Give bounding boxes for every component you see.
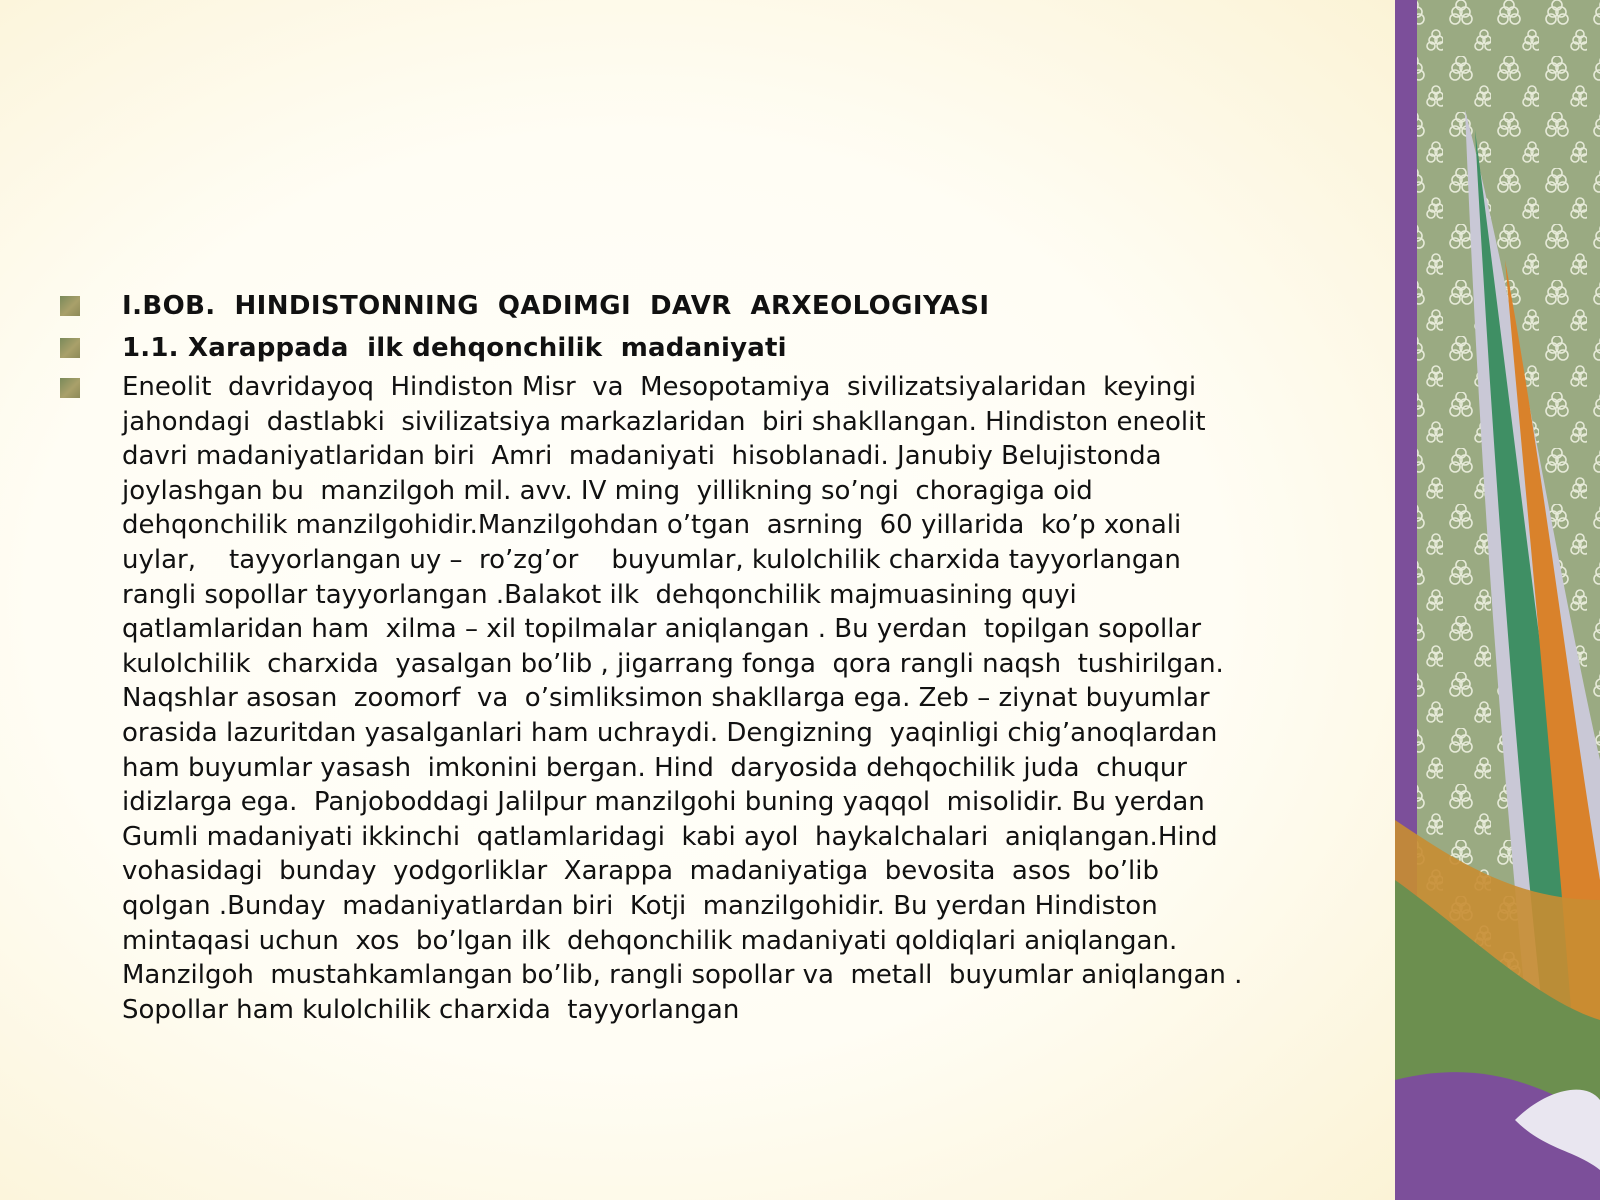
square-bullet-icon (60, 338, 80, 358)
body-line: Manzilgoh mustahkamlangan bo’lib, rangli sopollar va metall buyumlar aniqlangan . (122, 960, 1243, 991)
floral-ribbon-decoration-icon (1395, 0, 1600, 1200)
body-line: joylashgan bu manzilgoh mil. avv. IV ming yillikning so’ngi choragiga oid (122, 475, 1093, 506)
subheading-row (60, 330, 1360, 366)
chapter-heading: I.BOB. HINDISTONNING QADIMGI DAVR ARXEOLOGIYASI (122, 291, 990, 321)
section-heading: 1.1. Xarappada ilk dehqonchilik madaniyati (122, 333, 787, 363)
body-line: davri madaniyatlaridan biri Amri madaniyati hisoblanadi. Janubiy Belujistonda (122, 441, 1162, 472)
body-line: vohasidagi bunday yodgorliklar Xarappa madaniyatiga bevosita asos bo’lib (122, 856, 1160, 887)
square-bullet-icon (60, 296, 80, 316)
body-row (60, 370, 1360, 1027)
body-line: Eneolit davridayoq Hindiston Misr va Mesopotamiya sivilizatsiyalaridan keyingi (122, 372, 1197, 402)
body-line: Sopollar ham kulolchilik charxida tayyorlangan (122, 994, 740, 1025)
body-line: kulolchilik charxida yasalgan bo’lib , jigarrang fonga qora rangli naqsh tushirilgan. (122, 648, 1224, 679)
body-line: orasida lazuritdan yasalganlari ham uchraydi. Dengizning yaqinligi chig’anoqlardan (122, 717, 1218, 748)
square-bullet-icon (60, 378, 80, 398)
body-line: idizlarga ega. Panjoboddagi Jalilpur manzilgohi buning yaqqol misolidir. Bu yerdan (122, 787, 1205, 818)
body-line: mintaqasi uchun xos bo’lgan ilk dehqonchilik madaniyati qoldiqlari aniqlangan. (122, 925, 1178, 956)
slide-content (60, 288, 1360, 1027)
body-line: uylar, tayyorlangan uy – ro’zg’or buyumlar, kulolchilik charxida tayyorlangan (122, 544, 1181, 575)
body-line: qolgan .Bunday madaniyatlardan biri Kotji manzilgohidir. Bu yerdan Hindiston (122, 890, 1158, 921)
body-line: Naqshlar asosan zoomorf va o’simliksimon shakllarga ega. Zeb – ziynat buyumlar (122, 683, 1210, 714)
body-line: qatlamlaridan ham xilma – xil topilmalar aniqlangan . Bu yerdan topilgan sopollar (122, 614, 1202, 645)
body-line: ham buyumlar yasash imkonini bergan. Hind daryosida dehqochilik juda chuqur (122, 752, 1187, 783)
body-line: jahondagi dastlabki sivilizatsiya markazlaridan biri shakllangan. Hindiston eneolit (122, 406, 1206, 437)
body-line: rangli sopollar tayyorlangan .Balakot ilk dehqonchilik majmuasining quyi (122, 579, 1077, 610)
body-paragraph (122, 370, 1360, 1027)
body-line: dehqonchilik manzilgohidir.Manzilgohdan o’tgan asrning 60 yillarida ko’p xonali (122, 510, 1182, 541)
heading-row (60, 288, 1360, 324)
body-line: Gumli madaniyati ikkinchi qatlamlaridagi kabi ayol haykalchalari aniqlangan.Hind (122, 821, 1218, 852)
